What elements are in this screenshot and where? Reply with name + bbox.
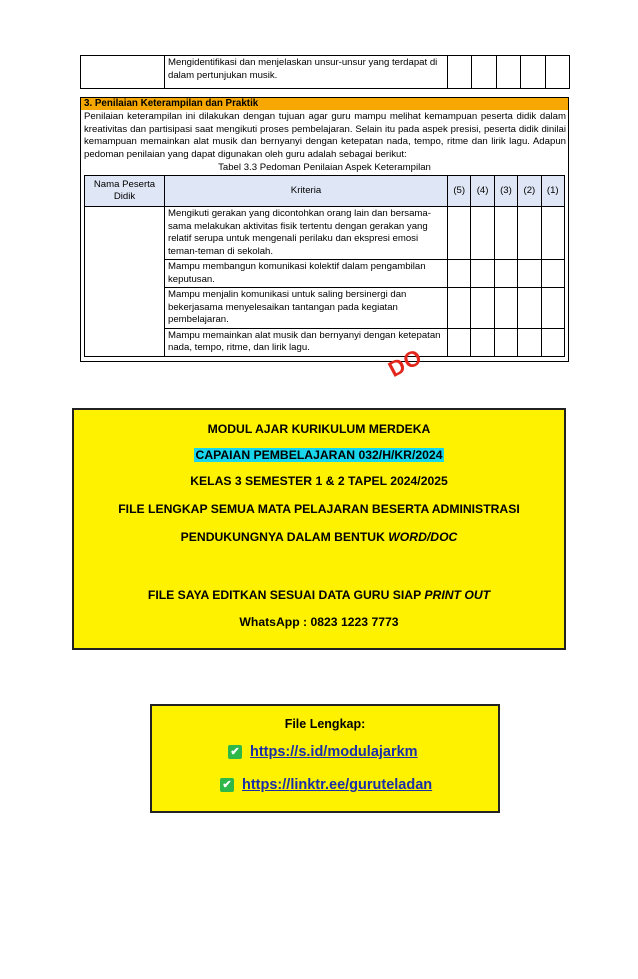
section-3-heading: 3. Penilaian Keterampilan dan Praktik — [81, 98, 568, 110]
header-criteria: Kriteria — [165, 176, 448, 207]
student-name-cell — [85, 207, 165, 357]
criterion-cell: Mampu menjalin komunikasi untuk saling bersinergi dan bekerjasama menyelesaikan tantangan pada kegiatan pembelajaran. — [165, 288, 448, 329]
promo-format-line: PENDUKUNGNYA DALAM BENTUK WORD/DOC — [180, 530, 458, 544]
check-box-icon: ✔ — [228, 745, 242, 759]
link-row[interactable] — [220, 776, 432, 794]
promo-edit-line: FILE SAYA EDITKAN SESUAI DATA GURU SIAP PRINT OUT — [147, 588, 491, 602]
score-cell — [448, 56, 472, 89]
links-title: File Lengkap: — [284, 717, 366, 731]
link-guruteladan[interactable]: https://linktr.ee/guruteladan — [242, 776, 433, 793]
link-modulajarkm[interactable]: https://s.id/modulajarkm — [250, 743, 418, 760]
score-cell — [472, 56, 496, 89]
promo-title: MODUL AJAR KURIKULUM MERDEKA — [207, 422, 431, 436]
skills-rubric-table — [84, 175, 565, 357]
table-caption: Tabel 3.3 Pedoman Penilaian Aspek Keterampilan — [218, 162, 431, 173]
section-3-paragraph: Penilaian keterampilan ini dilakukan dengan tujuan agar guru mampu melihat kemampuan peserta didik dalam kreativitas dan partisipasi saat mengikuti proses pembelajaran. Selain itu pada aspek presisi, peserta didik dinilai kemampuan memainkan alat musik dan bernyanyi dengan ketepatan nada, tempo, ritme dan lirik lagu. Adapun pedoman penilaian yang dapat digunakan oleh guru adalah sebagai berikut: — [84, 111, 566, 160]
score-cell — [545, 56, 569, 89]
promo-class-line: KELAS 3 SEMESTER 1 & 2 TAPEL 2024/2025 — [190, 474, 448, 488]
student-cell — [81, 56, 165, 89]
previous-table-row — [80, 55, 570, 89]
header-student: Nama Peserta Didik — [85, 176, 165, 207]
header-score-5: (5) — [448, 176, 471, 207]
header-score-2: (2) — [518, 176, 541, 207]
score-cell — [521, 56, 545, 89]
promo-print-em: PRINT OUT — [424, 588, 491, 602]
promo-box — [72, 408, 566, 650]
promo-whatsapp: WhatsApp : 0823 1223 7773 — [239, 615, 399, 629]
promo-files-line: FILE LENGKAP SEMUA MATA PELAJARAN BESERTA ADMINISTRASI — [118, 502, 520, 516]
criterion-cell: Mengikuti gerakan yang dicontohkan orang lain dan bersama-sama melakukan aktivitas fisik tertentu dengan gerakan yang relatif serupa untuk mengenali perilaku dan ekspresi emosi teman-teman di sekolah. — [165, 207, 448, 260]
header-score-3: (3) — [494, 176, 517, 207]
score-cell — [496, 56, 520, 89]
watermark: DO — [384, 343, 427, 383]
links-box — [150, 704, 500, 813]
criterion-cell: Mampu membangun komunikasi kolektif dalam pengambilan keputusan. — [165, 260, 448, 288]
check-box-icon: ✔ — [220, 778, 234, 792]
header-score-1: (1) — [541, 176, 564, 207]
criterion-cell: Mampu memainkan alat musik dan bernyanyi dengan ketepatan nada, tempo, ritme, dan lirik lagu. — [165, 328, 448, 356]
promo-cp-highlight: CAPAIAN PEMBELAJARAN 032/H/KR/2024 — [195, 448, 443, 462]
link-row[interactable] — [228, 743, 418, 761]
promo-format-em: WORD/DOC — [388, 530, 458, 544]
criterion-cell: Mengidentifikasi dan menjelaskan unsur-unsur yang terdapat di dalam pertunjukan musik. — [165, 56, 448, 89]
promo-cp-line — [74, 448, 564, 462]
table-row — [85, 207, 565, 260]
header-score-4: (4) — [471, 176, 494, 207]
